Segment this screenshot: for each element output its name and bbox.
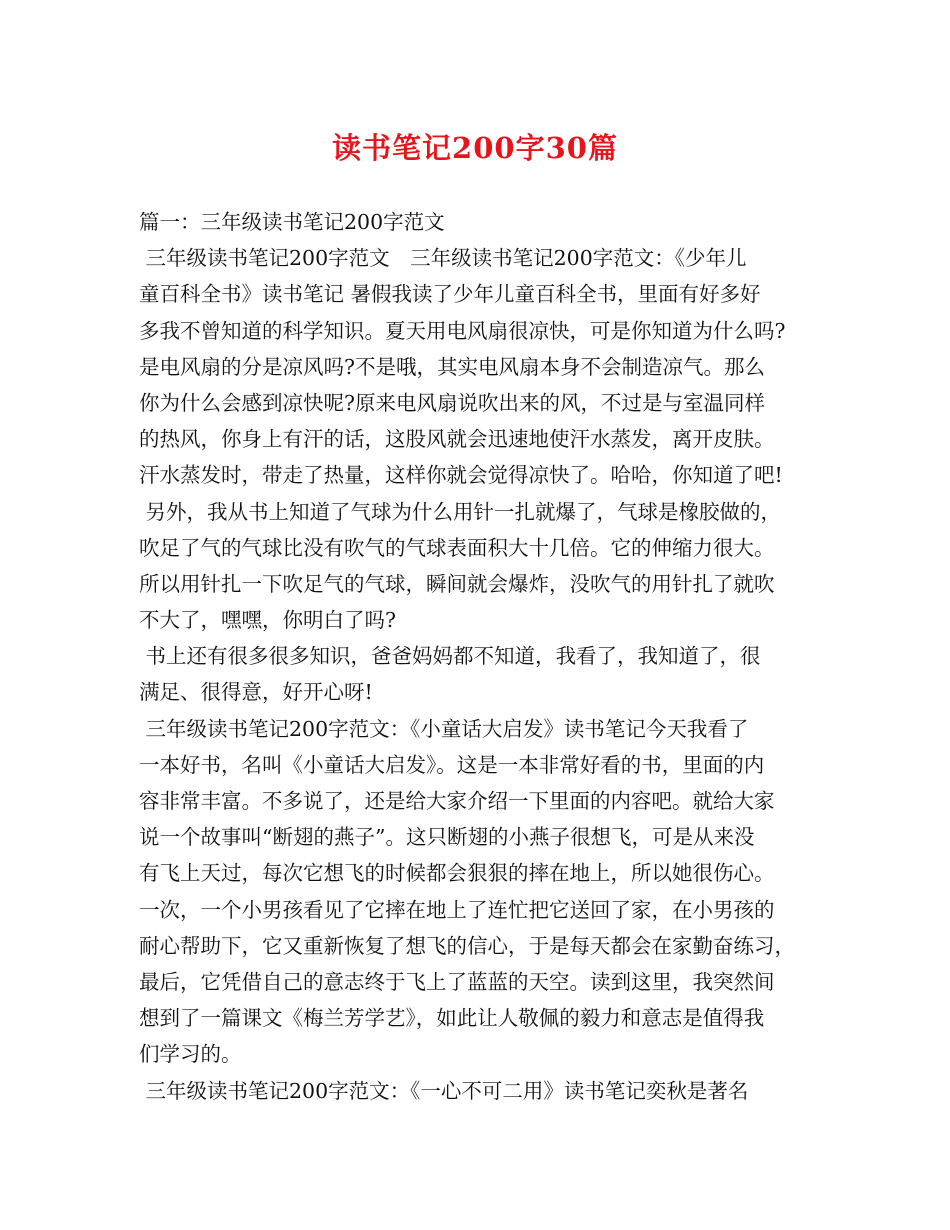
text-line: 有飞上天过，每次它想飞的时候都会狠狠的摔在地上，所以她很伤心。	[139, 861, 775, 886]
text-line: 三年级读书笔记200字范文：《一心不可二用》读书笔记奕秋是著名	[139, 1078, 749, 1103]
text-line: 容非常丰富。不多说了，还是给大家介绍一下里面的内容吧。就给大家	[139, 789, 775, 813]
text-line: 最后，它凭借自己的意志终于飞上了蓝蓝的天空。读到这里，我突然间	[139, 969, 775, 994]
text-line: 想到了一篇课文《梅兰芳学艺》，如此让人敬佩的毅力和意志是值得我	[139, 1006, 765, 1031]
text-line: 耐心帮助下，它又重新恢复了想飞的信心，于是每天都会在家勤奋练习，	[139, 933, 795, 958]
text-line: 一次，一个小男孩看见了它摔在地上了连忙把它送回了家，在小男孩的	[139, 897, 775, 922]
text-line: 多我不曾知道的科学知识。夏天用电风扇很凉快，可是你知道为什么吗?	[139, 318, 786, 343]
text-line: 你为什么会感到凉快呢?原来电风扇说吹出来的风，不过是与室温同样	[139, 390, 765, 415]
text-line: 三年级读书笔记200字范文 三年级读书笔记200字范文：《少年儿	[139, 246, 747, 271]
text-line: 们学习的。	[139, 1042, 242, 1067]
text-line: 吹足了气的气球比没有吹气的气球表面积大十几倍。它的伸缩力很大。	[139, 535, 775, 560]
document-title: 读书笔记200字30篇	[332, 131, 618, 165]
text-line: 说一个故事叫“断翅的燕子”。这只断翅的小燕子很想飞，可是从来没	[139, 825, 755, 850]
text-line: 书上还有很多很多知识，爸爸妈妈都不知道，我看了，我知道了，很	[139, 644, 761, 669]
text-line: 不大了，嘿嘿，你明白了吗?	[139, 608, 396, 633]
text-line: 三年级读书笔记200字范文：《小童话大启发》读书笔记今天我看了	[139, 716, 749, 741]
text-line: 的热风，你身上有汗的话，这股风就会迅速地使汗水蒸发，离开皮肤。	[139, 427, 775, 452]
text-line: 童百科全书》读书笔记 暑假我读了少年儿童百科全书，里面有好多好	[139, 282, 761, 307]
text-line: 一本好书，名叫《小童话大启发》。这是一本非常好看的书，里面的内	[139, 752, 765, 777]
text-line: 汗水蒸发时，带走了热量，这样你就会觉得凉快了。哈哈，你知道了吧!	[139, 463, 783, 488]
document-body	[139, 204, 829, 1109]
text-line: 篇一：三年级读书笔记200字范文	[139, 210, 445, 234]
text-line: 满足、很得意，好开心呀!	[139, 680, 373, 705]
text-line: 是电风扇的分是凉风吗?不是哦，其实电风扇本身不会制造凉气。那么	[139, 354, 765, 379]
text-line: 所以用针扎一下吹足气的气球，瞬间就会爆炸，没吹气的用针扎了就吹	[139, 571, 775, 596]
text-line: 另外，我从书上知道了气球为什么用针一扎就爆了，气球是橡胶做的，	[139, 499, 782, 524]
